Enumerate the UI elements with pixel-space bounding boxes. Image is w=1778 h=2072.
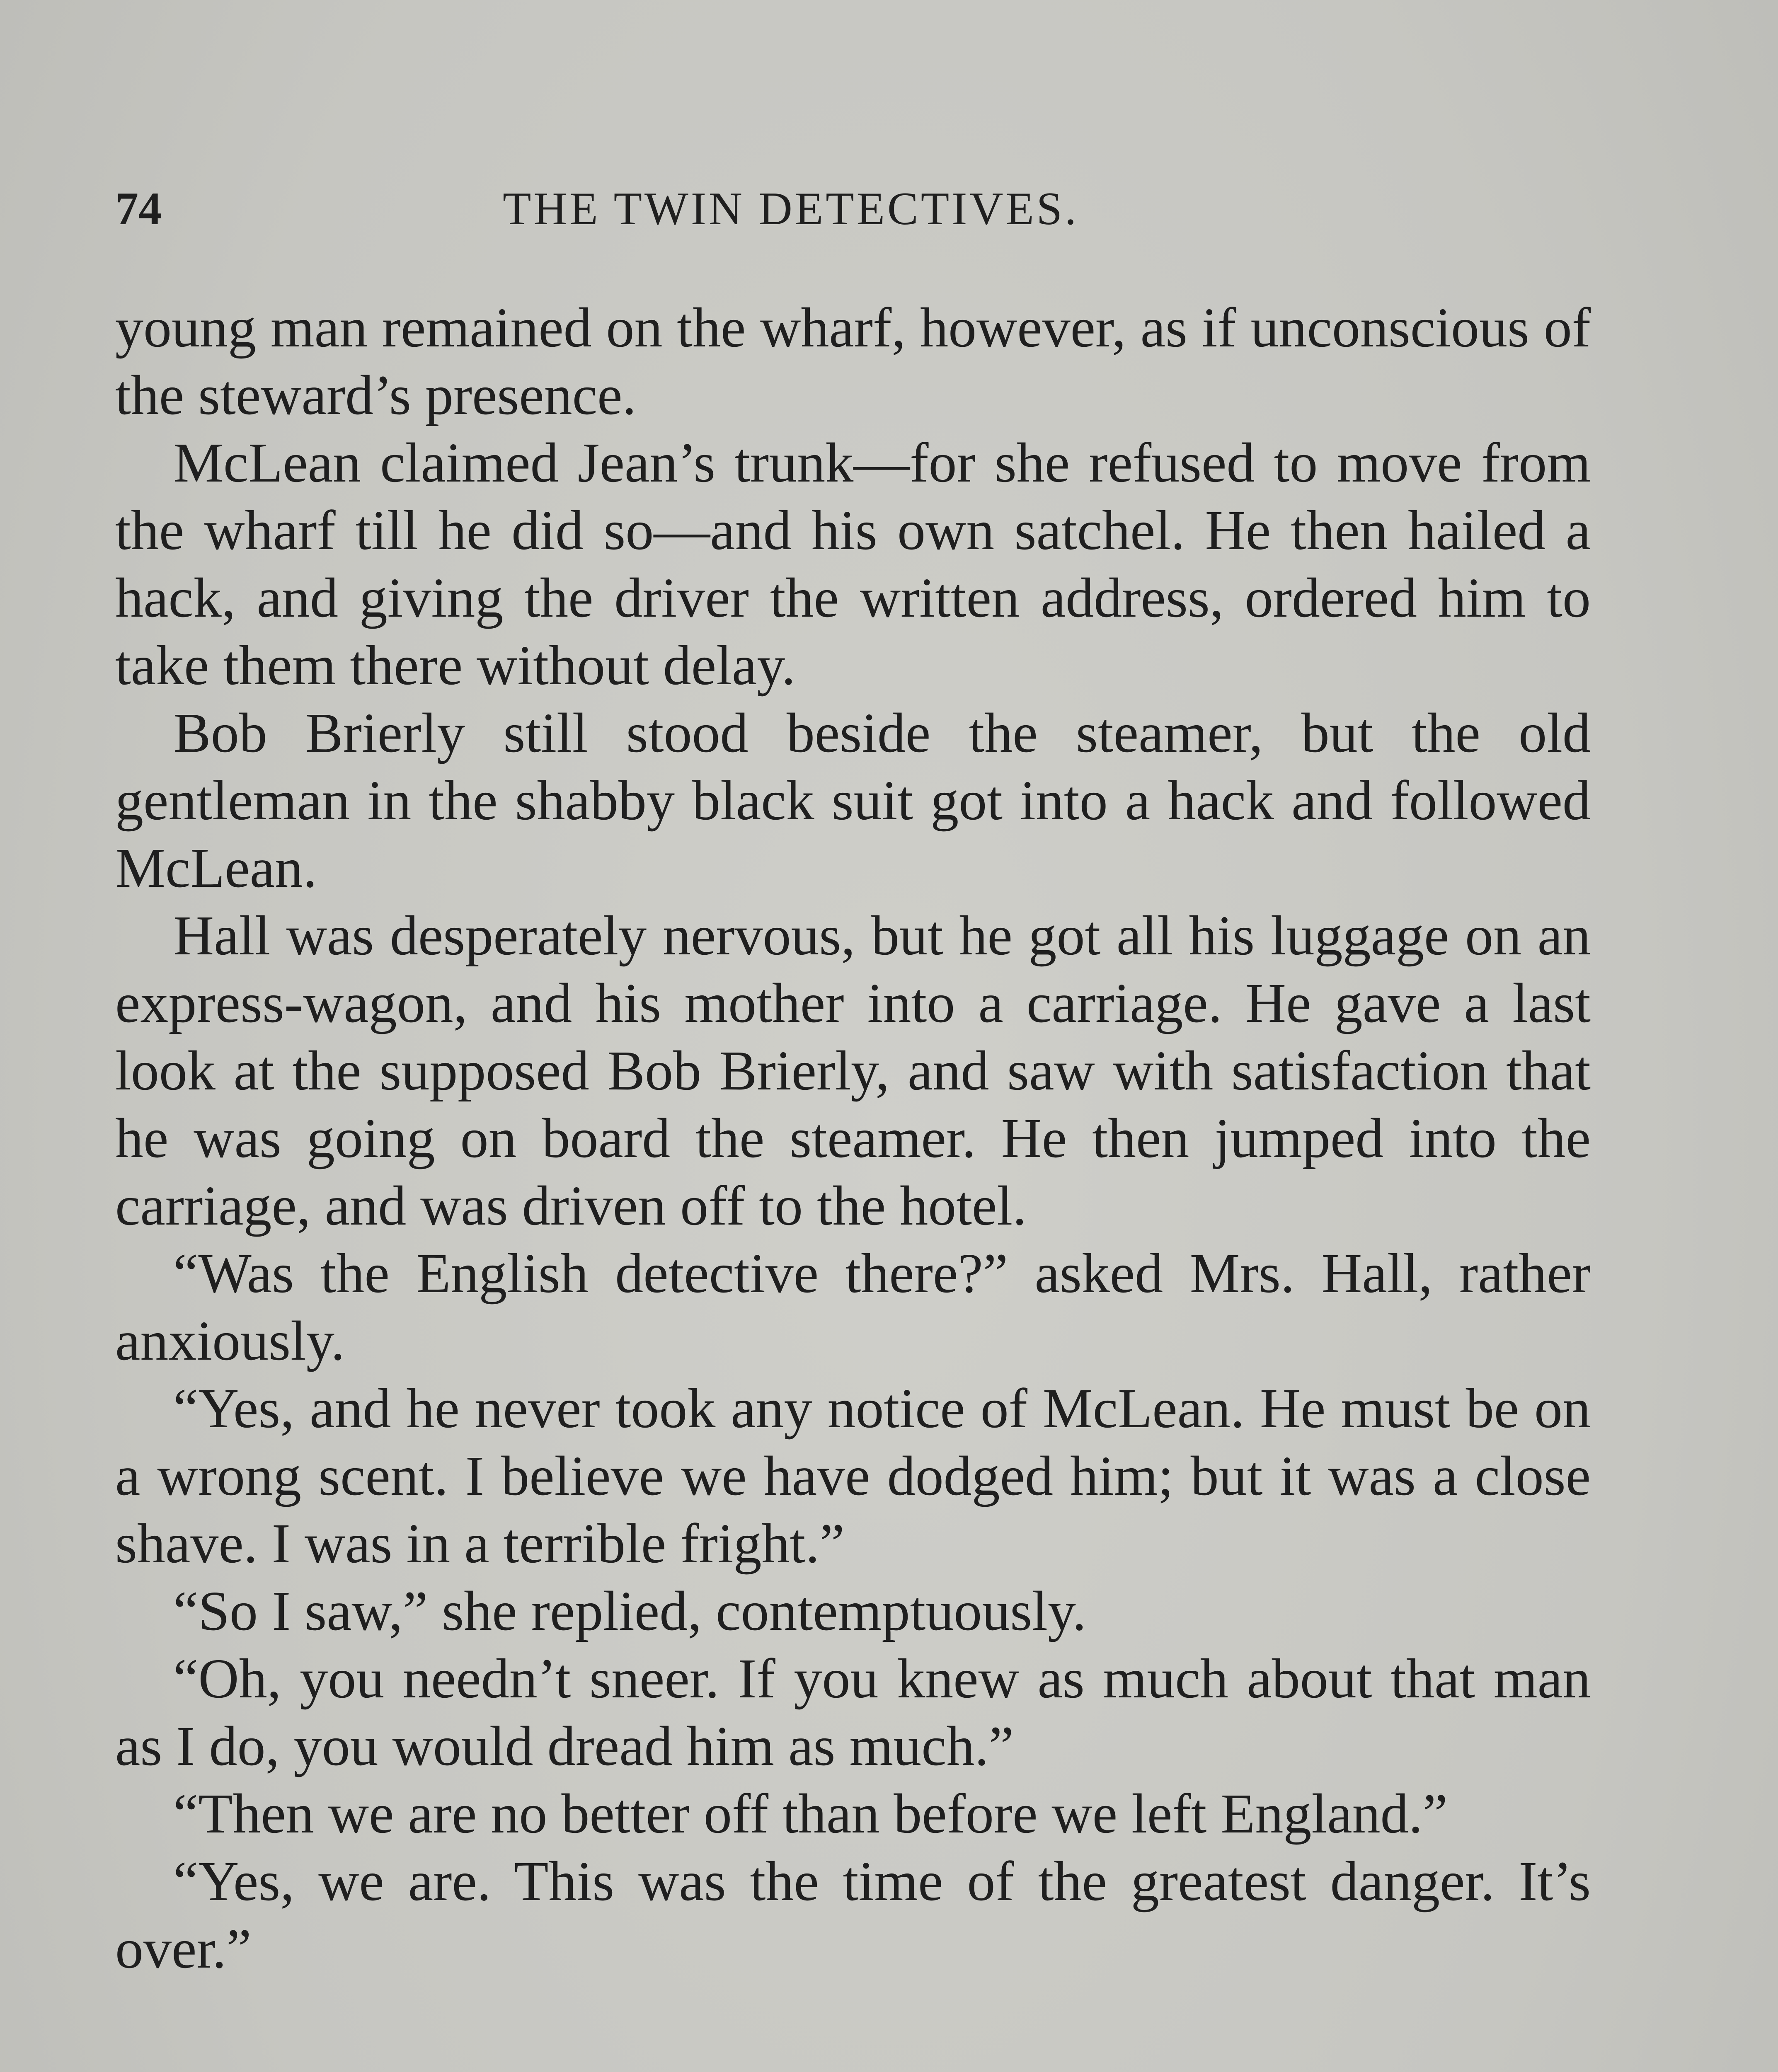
page-number: 74: [115, 183, 162, 235]
paragraph: “Yes, and he never took any notice of McLean. He must be on a wrong scent. I believe we have dodged him; but it was a close shave. I was in a terrible fright.”: [115, 1377, 1591, 1575]
running-title: THE TWIN DETECTIVES.: [502, 183, 1079, 235]
paragraph: “Oh, you needn’t sneer. If you knew as much about that man as I do, you would dread him as much.”: [115, 1648, 1591, 1777]
paragraph: McLean claimed Jean’s trunk—for she refused to move from the wharf till he did so—and his own satchel. He then hailed a hack, and giving the driver the written address, ordered him to take them there without delay.: [115, 432, 1591, 697]
paragraph: “Was the English detective there?” asked Mrs. Hall, rather anxiously.: [115, 1242, 1591, 1372]
paragraph: “So I saw,” she replied, contemptuously.: [173, 1580, 1087, 1642]
paragraph: Bob Brierly still stood beside the steamer, but the old gentleman in the shabby black suit got into a hack and followed McLean.: [115, 702, 1591, 899]
body-text: [115, 294, 1591, 1983]
paragraph: young man remained on the wharf, however, as if unconscious of the steward’s presence.: [115, 297, 1591, 426]
paragraph: Hall was desperately nervous, but he got all his luggage on an express-wagon, and his mother into a carriage. He gave a last look at the supposed Bob Brierly, and saw with satisfaction that he was going on board the steamer. He then jumped into the carriage, and was driven off to the hotel.: [115, 905, 1591, 1237]
paragraph: “Yes, we are. This was the time of the greatest danger. It’s over.”: [115, 1850, 1591, 1980]
page-header: [115, 182, 1591, 244]
paragraph: “Then we are no better off than before we left England.”: [173, 1783, 1448, 1845]
